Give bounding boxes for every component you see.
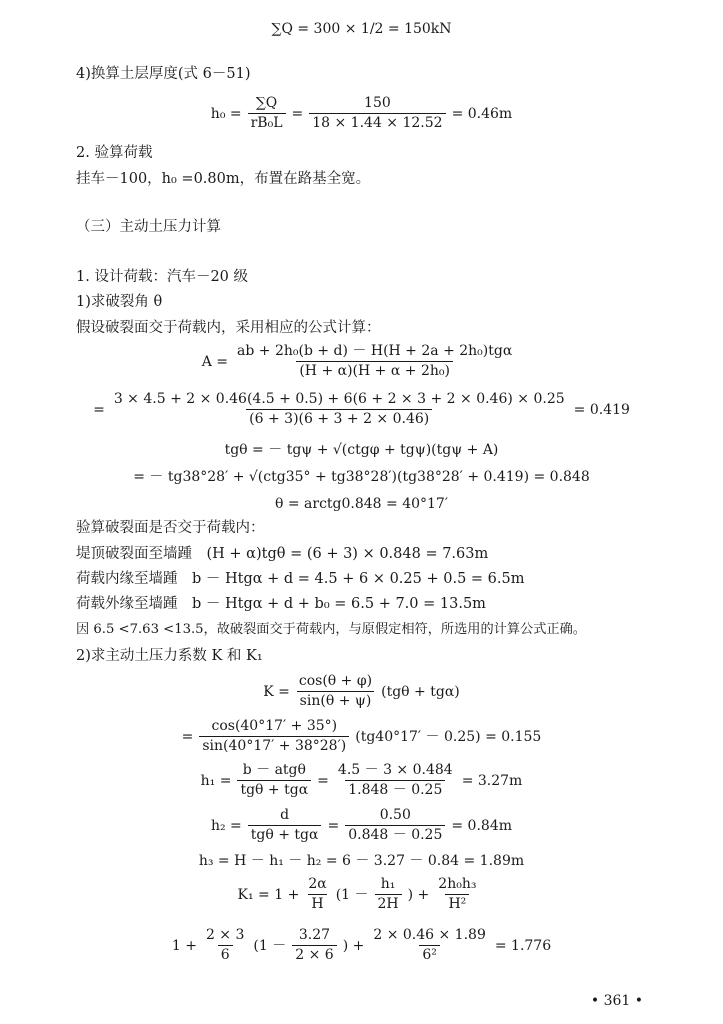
fraction — [203, 928, 247, 964]
fraction — [234, 344, 515, 380]
equation-h3 — [0, 854, 723, 868]
fraction-numerator: 2α — [308, 876, 327, 892]
step-heading: 1)求破裂角 θ — [76, 294, 163, 310]
equation-result: = 0.46m — [451, 105, 513, 122]
fraction — [370, 928, 489, 964]
equation-tg-theta — [0, 443, 723, 457]
fraction-numerator: ∑Q — [255, 95, 278, 111]
equals-sign: = — [317, 772, 329, 789]
paragraph: 荷载内缘至墙踵 b － Htgα + d = 4.5 + 6 × 0.25 + 0.5 = 6.5m — [76, 571, 525, 587]
fraction-denominator: 6² — [419, 945, 440, 963]
equation-k1-value — [0, 928, 723, 964]
equation-text: tgθ = － tgψ + √(ctgφ + tgψ)(tgψ + A) — [224, 442, 499, 458]
fraction — [305, 877, 329, 913]
equation-lhs: h₀ = — [210, 105, 242, 122]
fraction-denominator: tgθ + tgα — [248, 825, 322, 843]
equation-lhs: = — [93, 401, 105, 418]
section-heading: 2. 验算荷载 — [76, 145, 153, 161]
equation-tg-theta-value — [0, 470, 723, 484]
fraction-numerator: ab + 2h₀(b + d) － H(H + 2a + 2h₀)tgα — [237, 343, 513, 359]
fraction-numerator: d — [280, 807, 290, 823]
fraction — [345, 808, 445, 844]
equation-lhs: K = — [263, 683, 290, 700]
fraction-numerator: 0.50 — [379, 807, 411, 823]
equation-lhs: h₂ = — [210, 817, 242, 834]
equation-result: = 3.27m — [461, 772, 523, 789]
fraction-numerator: 150 — [364, 95, 391, 111]
fraction-denominator: (H + α)(H + α + 2h₀) — [296, 361, 453, 379]
paragraph: 因 6.5 <7.63 <13.5，故破裂面交于荷载内，与原假定相符，所选用的计算公式正确。 — [76, 622, 586, 637]
equation-rhs: (tg40°17′ － 0.25) = 0.155 — [355, 728, 542, 745]
fraction-denominator: H² — [445, 894, 469, 912]
fraction-denominator: 2 × 6 — [292, 945, 336, 963]
paragraph: 堤顶破裂面至墙踵 (H + α)tgθ = (6 + 3) × 0.848 = 7.63m — [76, 546, 489, 562]
fraction — [111, 392, 568, 428]
step-heading: 2)求主动土压力系数 K 和 K₁ — [76, 648, 263, 664]
equals-sign: = — [291, 105, 304, 122]
equation-text: θ = arctg0.848 = 40°17′ — [274, 496, 449, 512]
section-title: （三）主动土压力计算 — [76, 219, 221, 235]
fraction-denominator: tgθ + tgα — [237, 780, 311, 798]
fraction-numerator: b － atgθ — [242, 762, 306, 778]
equation-a — [0, 344, 723, 380]
fraction-denominator: H — [308, 894, 326, 912]
fraction — [375, 877, 402, 913]
fraction-denominator: 1.848 － 0.25 — [345, 780, 445, 798]
section-heading: 1. 设计荷载：汽车－20 级 — [76, 269, 249, 285]
fraction-numerator: 2 × 3 — [205, 927, 245, 943]
equation-text: = － tg38°28′ + √(ctg35° + tg38°28′)(tg38°28′ + 0.419) = 0.848 — [133, 469, 590, 485]
equation-h0 — [0, 96, 723, 132]
equation-sum-q — [0, 22, 723, 36]
fraction-numerator: cos(40°17′ + 35°) — [211, 718, 338, 734]
fraction-denominator: (6 + 3)(6 + 3 + 2 × 0.46) — [246, 409, 432, 427]
equation-k-value — [0, 719, 723, 755]
equation-h1 — [0, 763, 723, 799]
equation-term: (1 － — [253, 937, 287, 954]
page-number: • 361 • — [590, 993, 643, 1009]
equation-text: h₃ = H － h₁ － h₂ = 6 － 3.27 － 0.84 = 1.89m — [198, 853, 525, 869]
step-heading: 4)换算土层厚度(式 6－51) — [76, 66, 251, 82]
fraction — [248, 96, 286, 132]
fraction-numerator: cos(θ + φ) — [298, 673, 373, 689]
equation-rhs: (tgθ + tgα) — [381, 683, 460, 700]
fraction-numerator: h₁ — [380, 876, 396, 892]
fraction-denominator: rB₀L — [248, 113, 286, 131]
fraction — [237, 763, 311, 799]
equation-lhs: 1 + — [171, 937, 197, 954]
fraction-numerator: 2h₀h₃ — [438, 876, 477, 892]
fraction-numerator: 3.27 — [298, 927, 331, 943]
fraction-denominator: sin(40°17′ + 38°28′) — [199, 736, 349, 754]
equation-result: = 1.776 — [494, 937, 552, 954]
fraction — [296, 674, 375, 710]
fraction — [335, 763, 456, 799]
fraction-numerator: 2 × 0.46 × 1.89 — [373, 927, 486, 943]
equation-result: = 0.84m — [451, 817, 513, 834]
equation-term: ) + — [342, 937, 365, 954]
equation-lhs: = — [181, 728, 194, 745]
paragraph: 验算破裂面是否交于荷载内： — [76, 520, 265, 536]
fraction-denominator: 0.848 － 0.25 — [345, 825, 445, 843]
paragraph: 荷载外缘至墙踵 b － Htgα + d + b₀ = 6.5 + 7.0 = 13.5m — [76, 596, 486, 612]
equation-k1 — [0, 877, 723, 913]
fraction-denominator: 18 × 1.44 × 12.52 — [309, 113, 445, 131]
equation-lhs: K₁ = 1 + — [237, 886, 300, 903]
equation-term: ) + — [407, 886, 430, 903]
fraction — [309, 96, 445, 132]
equation-lhs: A = — [201, 353, 228, 370]
equation-theta — [0, 497, 723, 511]
equation-h2 — [0, 808, 723, 844]
equation-result: = 0.419 — [573, 401, 630, 418]
equation-a-value — [0, 392, 723, 428]
equals-sign: = — [327, 817, 340, 834]
paragraph: 假设破裂面交于荷载内，采用相应的公式计算： — [76, 320, 381, 336]
fraction — [248, 808, 322, 844]
equation-term: (1 － — [335, 886, 369, 903]
fraction — [199, 719, 349, 755]
equation-text: ∑Q = 300 × 1/2 = 150kN — [271, 21, 452, 37]
fraction-denominator: sin(θ + ψ) — [297, 691, 375, 709]
paragraph: 挂车－100，h₀ =0.80m，布置在路基全宽。 — [76, 171, 371, 187]
fraction-numerator: 4.5 － 3 × 0.484 — [337, 762, 453, 778]
fraction — [435, 877, 479, 913]
equation-k — [0, 674, 723, 710]
fraction-denominator: 6 — [218, 945, 233, 963]
fraction-denominator: 2H — [375, 894, 402, 912]
fraction-numerator: 3 × 4.5 + 2 × 0.46(4.5 + 0.5) + 6(6 + 2 × 3 + 2 × 0.46) × 0.25 — [113, 391, 565, 407]
fraction — [292, 928, 336, 964]
equation-lhs: h₁ = — [200, 772, 232, 789]
